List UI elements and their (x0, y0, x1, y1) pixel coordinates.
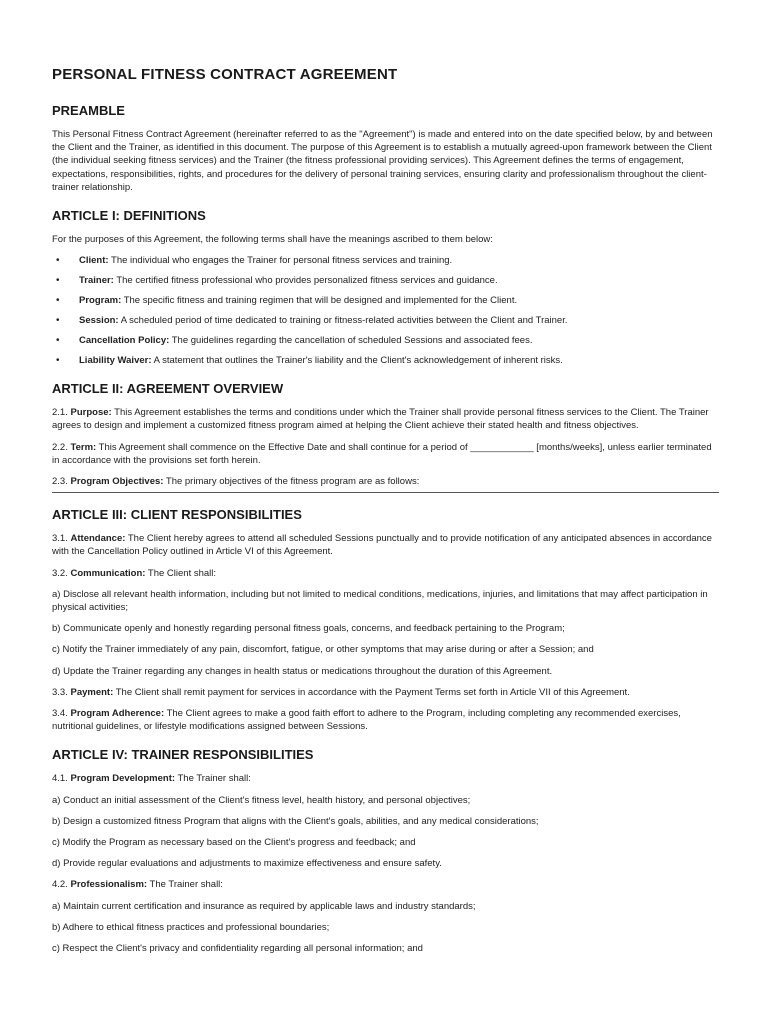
article-4-heading: ARTICLE IV: TRAINER RESPONSIBILITIES (52, 747, 314, 763)
blank-line-divider (52, 492, 719, 493)
article-1-section (52, 208, 719, 367)
definition-item: • Cancellation Policy: The guidelines regarding the cancellation of scheduled Sessions and associated fees. (52, 334, 719, 347)
clause-3-2-a: a) Disclose all relevant health information, including but not limited to medical conditions, medications, injuries, and limitations that may affect participation in physical activities; (52, 588, 708, 614)
clause-4-2-a: a) Maintain current certification and insurance as required by applicable laws and industry standards; (52, 900, 476, 912)
definitions-list (52, 254, 719, 367)
clause-3-2-d: d) Update the Trainer regarding any changes in health status or medications throughout the duration of this Agreement. (52, 665, 553, 677)
clause-3-2-b: b) Communicate openly and honestly regarding personal fitness goals, concerns, and feedback pertaining to the Program; (52, 623, 565, 635)
definition-item: • Trainer: The certified fitness professional who provides personalized fitness services and guidance. (52, 274, 719, 287)
clause-4-1-b: b) Design a customized fitness Program that aligns with the Client's goals, abilities, and any medical considerations; (52, 815, 539, 827)
article-3-heading: ARTICLE III: CLIENT RESPONSIBILITIES (52, 507, 302, 523)
article-1-heading: ARTICLE I: DEFINITIONS (52, 208, 206, 224)
clause-2-3: 2.3. Program Objectives: The primary objectives of the fitness program are as follows: (52, 476, 420, 488)
article-2-section (52, 381, 719, 493)
clause-3-3: 3.3. Payment: The Client shall remit payment for services in accordance with the Payment Terms set forth in Article VII of this Agreement. (52, 686, 630, 698)
preamble-heading: PREAMBLE (52, 103, 125, 118)
clause-4-2-c: c) Respect the Client's privacy and confidentiality regarding all personal information; and (52, 943, 423, 955)
definition-item: • Client: The individual who engages the Trainer for personal fitness services and training. (52, 254, 719, 267)
clause-2-1: 2.1. Purpose: This Agreement establishes the terms and conditions under which the Trainer shall provide personal fitness services to the Client. The Trainer agrees to design and implement a customized fitness program aimed at helping the Client achieve their stated health and fitness objectives. (52, 407, 709, 432)
article-3-section (52, 507, 719, 733)
article-2-heading: ARTICLE II: AGREEMENT OVERVIEW (52, 381, 284, 397)
clause-4-2-b: b) Adhere to ethical fitness practices and professional boundaries; (52, 921, 330, 933)
definition-item: • Program: The specific fitness and training regimen that will be designed and implemented for the Client. (52, 294, 719, 307)
definition-item: • Liability Waiver: A statement that outlines the Trainer's liability and the Client's acknowledgement of inherent risks. (52, 354, 719, 367)
clause-3-4: 3.4. Program Adherence: The Client agrees to make a good faith effort to adhere to the Program, including completing any recommended exercises, nutritional guidelines, or lifestyle modifications assigned between Sessions. (52, 708, 681, 733)
clause-4-1-d: d) Provide regular evaluations and adjustments to maximize effectiveness and ensure safety. (52, 858, 442, 870)
preamble-section (52, 103, 719, 194)
article-4-section (52, 747, 719, 955)
definition-item: • Session: A scheduled period of time dedicated to training or fitness-related activities between the Client and Trainer. (52, 314, 719, 327)
document-title: PERSONAL FITNESS CONTRACT AGREEMENT (52, 66, 398, 83)
clause-4-1: 4.1. Program Development: The Trainer shall: (52, 773, 251, 785)
clause-4-2: 4.2. Professionalism: The Trainer shall: (52, 879, 223, 891)
clause-4-1-a: a) Conduct an initial assessment of the Client's fitness level, health history, and personal objectives; (52, 794, 471, 806)
clause-3-2-c: c) Notify the Trainer immediately of any pain, discomfort, fatigue, or other symptoms that may arise during or after a Session; and (52, 644, 594, 656)
clause-2-2: 2.2. Term: This Agreement shall commence on the Effective Date and shall continue for a period of ____________ [months/weeks], unless earlier terminated in accordance with the provisions set forth herein. (52, 441, 712, 466)
article-1-intro: For the purposes of this Agreement, the following terms shall have the meanings ascribed to them below: (52, 234, 493, 246)
clause-3-2: 3.2. Communication: The Client shall: (52, 567, 217, 579)
clause-4-1-c: c) Modify the Program as necessary based on the Client's progress and feedback; and (52, 837, 416, 849)
clause-3-1: 3.1. Attendance: The Client hereby agrees to attend all scheduled Sessions punctually and to provide notification of any anticipated absences in accordance with the Cancellation Policy outlined in Article VI of this Agreement. (52, 533, 712, 558)
preamble-text: This Personal Fitness Contract Agreement (hereinafter referred to as the "Agreement") is made and entered into on the date specified below, by and between the Client and the Trainer, as identified in this document. The purpose of this Agreement is to establish a mutually agreed-upon framework between the Client (the individual seeking fitness services) and the Trainer (the fitness professional providing services). This Agreement defines the terms of engagement, expectations, responsibilities, rights, and procedures for the delivery of personal training services, ensuring clarity and professionalism throughout the client-trainer relationship. (52, 129, 713, 193)
